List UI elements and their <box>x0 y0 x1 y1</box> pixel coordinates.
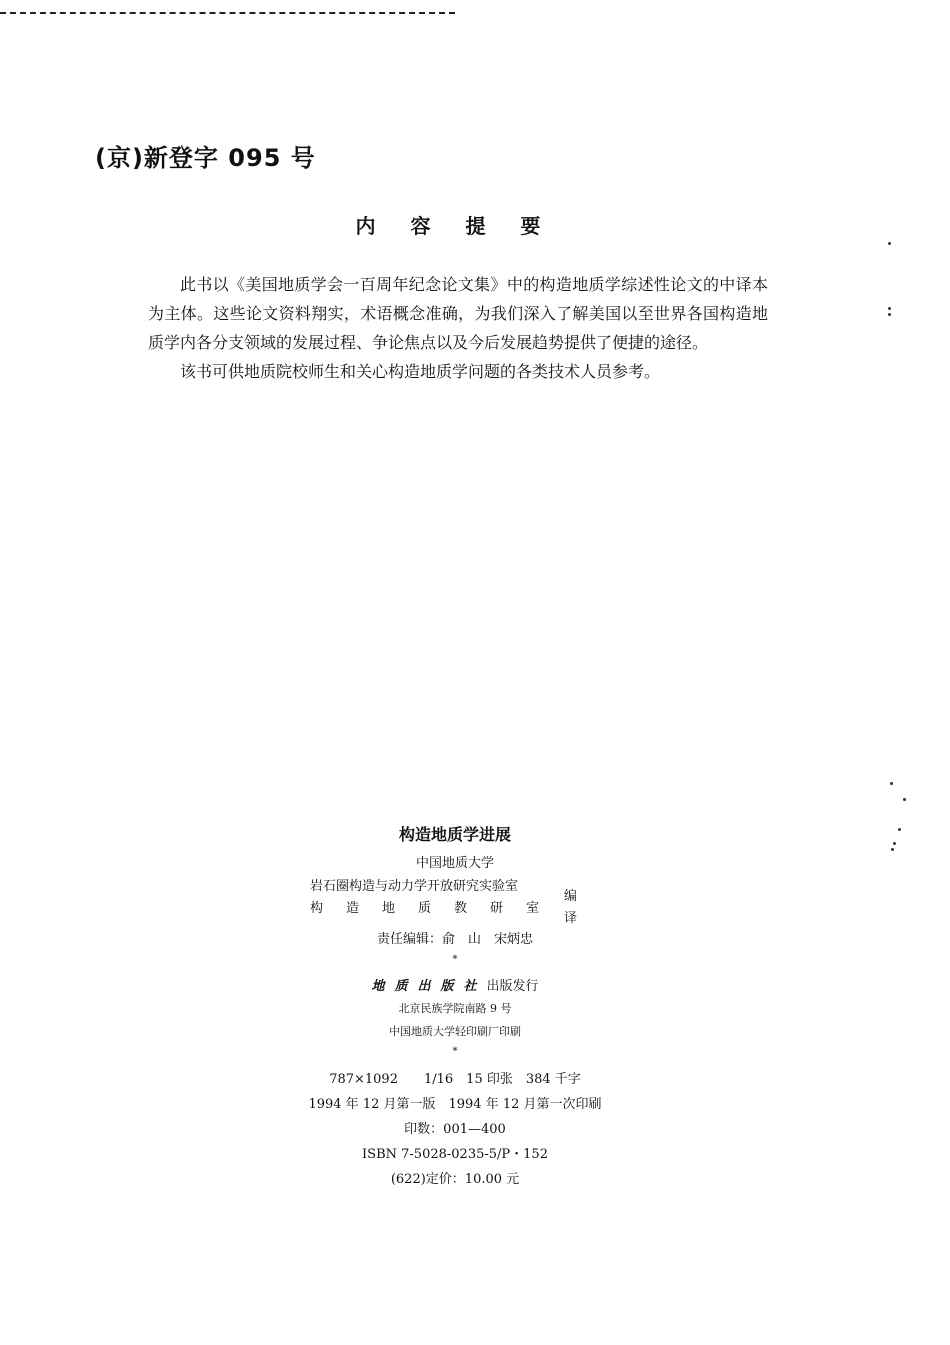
summary-title: 内 容 提 要 <box>355 214 555 238</box>
editor-role: 编译 <box>564 889 578 926</box>
summary-paragraph: 该书可供地质院校师生和关心构造地质学问题的各类技术人员参考。 <box>180 362 661 381</box>
price: (622)定价：10.00 元 <box>390 1172 520 1187</box>
publisher-name: 地质出版社 <box>371 979 487 994</box>
separator-star: * <box>452 954 458 965</box>
summary-body <box>148 270 768 386</box>
edition-line: 1994 年 12 月第一版 1994 年 12 月第一次印刷 <box>308 1097 602 1112</box>
summary-paragraph: 此书以《美国地质学会一百周年纪念论文集》中的构造地质学综述性论文的中译本为主体。这些论文资料翔实，术语概念准确，为我们深入了解美国以至世界各国构造地质学内各分支领域的发展过程、争论焦点以及今后发展趋势提供了便捷的途径。 <box>148 275 768 352</box>
publisher-line <box>0 975 910 994</box>
editor-org-line2: 岩石圈构造与动力学开放研究实验室 <box>310 879 519 894</box>
format-line: 787×1092 1/16 15 印张 384 千字 <box>329 1072 581 1087</box>
printer: 中国地质大学轻印刷厂印刷 <box>389 1025 521 1038</box>
isbn: ISBN 7-5028-0235-5/P・152 <box>362 1147 548 1162</box>
editor-block <box>310 876 578 926</box>
publisher-address: 北京民族学院南路 9 号 <box>398 1002 512 1015</box>
editor-org-line3: 构造地质教研室 <box>310 901 563 916</box>
book-title: 构造地质学进展 <box>398 825 511 844</box>
responsible-editors: 责任编辑：俞 山 宋炳忠 <box>376 932 533 947</box>
top-dashed-rule <box>0 12 455 14</box>
registration-number: (京)新登字 095 号 <box>95 144 316 172</box>
publisher-action: 出版发行 <box>486 979 539 994</box>
separator-star: * <box>452 1046 458 1057</box>
print-run: 印数：001—400 <box>404 1122 506 1137</box>
editor-org-line1: 中国地质大学 <box>415 856 494 871</box>
